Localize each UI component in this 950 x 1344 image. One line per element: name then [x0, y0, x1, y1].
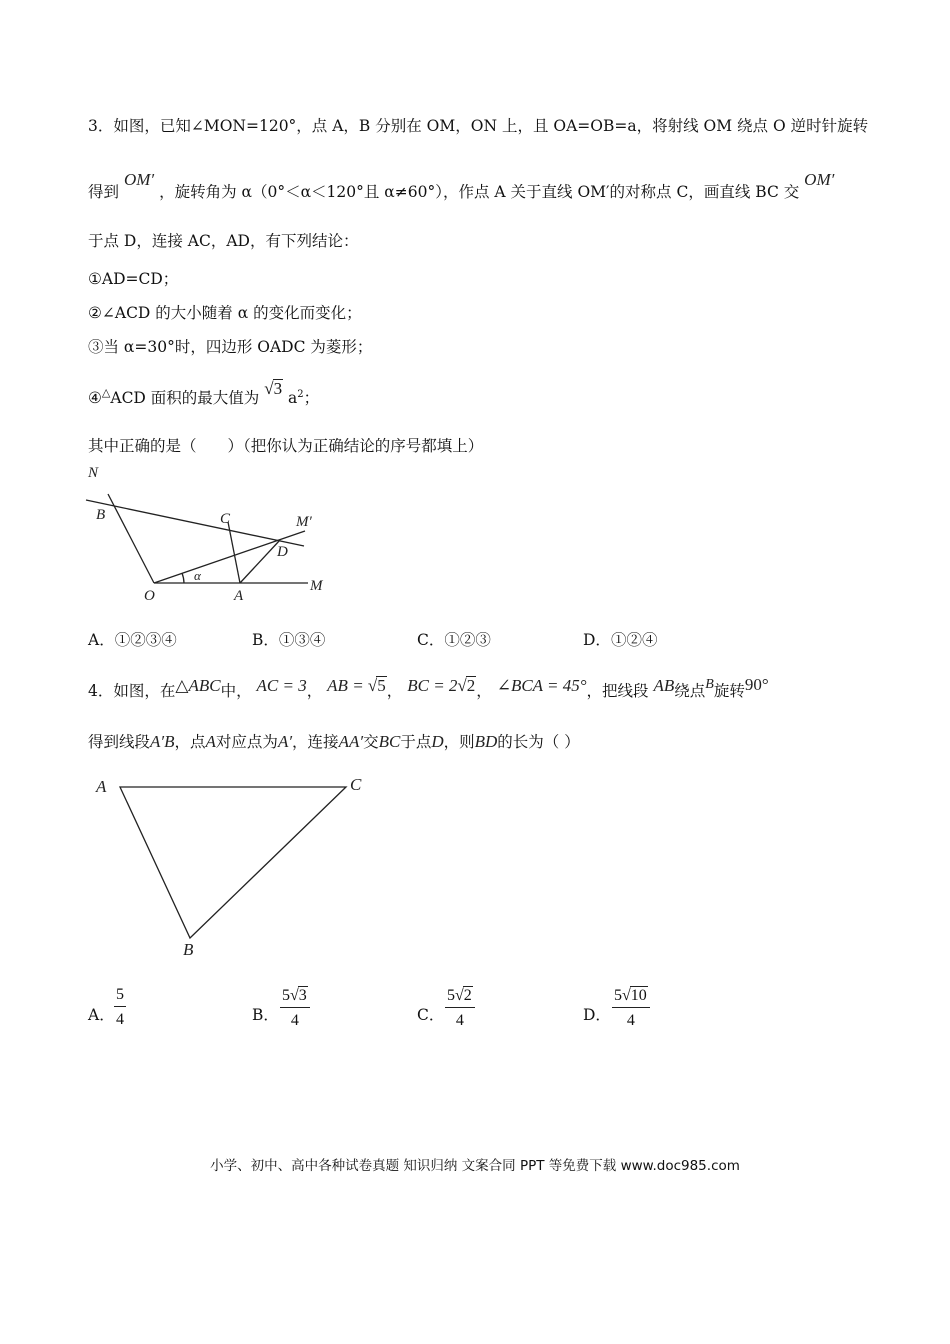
q3-option-a[interactable] — [88, 633, 177, 649]
radicand: 2 — [463, 987, 472, 1004]
q4-l2-f: 于点 — [400, 733, 432, 751]
q4-option-c-fraction — [445, 986, 475, 1030]
alpha-arc — [182, 573, 184, 583]
q4-option-d-fraction — [612, 986, 650, 1030]
q3-option-d[interactable] — [583, 633, 657, 649]
fraction-bar — [612, 1007, 650, 1008]
sqrt-5: 5 — [377, 676, 386, 695]
q4-option-c-letter[interactable]: C． — [417, 1006, 445, 1024]
separator: ， — [476, 682, 492, 700]
q4-option-a-letter[interactable]: A． — [88, 1006, 115, 1024]
option-text: ①②③④ — [114, 631, 177, 649]
seg-bc: BC — [378, 732, 401, 751]
fraction-bar — [445, 1007, 475, 1008]
q4-l1-b: 中， — [220, 682, 252, 700]
label-m: M — [310, 578, 323, 594]
denominator: 4 — [290, 1012, 299, 1029]
pt-d: D — [431, 732, 444, 751]
num-coef: 5 — [282, 987, 290, 1004]
q3-line-2-rest: ，旋转角为 α（0°＜α＜120°且 α≠60°），作点 A 关于直线 OM′的对称点 C，画直线 BC 交 — [159, 183, 800, 201]
q4-l1-c: ，把线段 — [586, 682, 649, 700]
option-letter: A． — [88, 631, 115, 649]
page-footer: 小学、初中、高中各种试卷真题 知识归纳 文案合同 PPT 等免费下载 www.doc985.com — [210, 1158, 740, 1174]
q3-conclusion-2: ②∠ACD 的大小随着 α 的变化而变化； — [88, 304, 362, 322]
q4-l2-e: 交 — [363, 733, 379, 751]
q4-line-2 — [88, 733, 580, 751]
q4-option-b-letter[interactable]: B． — [252, 1006, 279, 1024]
separator: ， — [306, 682, 323, 700]
q3-conclusion-4 — [88, 379, 320, 407]
label-b: B — [96, 507, 106, 523]
deg-90: 90° — [744, 675, 769, 694]
q4-l2-a: 得到线段 — [88, 733, 151, 751]
eq-ab — [327, 676, 387, 695]
q4-l1-a: 4．如图，在 — [88, 682, 176, 700]
q4-l2-c: 对应点为 — [215, 733, 278, 751]
option-text: ①②③ — [444, 631, 491, 649]
sqrt-sign: √ — [367, 676, 378, 695]
pt-a: A — [205, 732, 216, 751]
q4-l1-d: 绕点 — [674, 682, 706, 700]
q3-c4-text: ACD 面积的最大值为 — [110, 389, 260, 407]
q3-option-c[interactable] — [417, 633, 491, 649]
q4-l1-e: 旋转 — [713, 682, 745, 700]
q3-conclusion-1: ①AD=CD； — [88, 270, 179, 288]
option-letter: B． — [252, 631, 279, 649]
denominator: 4 — [116, 1011, 124, 1028]
radicand: 10 — [630, 987, 647, 1004]
label-alpha: α — [194, 568, 201, 583]
om-prime-math-2: OM′ — [804, 170, 835, 189]
label-c: C — [220, 511, 231, 527]
radicand: 3 — [298, 987, 307, 1004]
sqrt-sign: √ — [457, 676, 467, 695]
q4-l2-d: ，连接 — [292, 733, 339, 751]
q3-c4-a: a — [288, 389, 298, 407]
line-bc — [86, 500, 304, 546]
q3-line-2-start: 得到 — [88, 183, 120, 201]
eq-angle: ∠BCA = 45° — [496, 676, 587, 695]
denominator: 4 — [455, 1012, 464, 1029]
num-coef: 5 — [614, 987, 622, 1004]
numerator: 5√3 — [282, 987, 307, 1004]
eq-bc-left: BC = 2 — [407, 676, 458, 695]
q4-figure — [90, 770, 390, 970]
q3-figure — [80, 460, 340, 610]
q4-l2-b: ，点 — [174, 733, 206, 751]
sqrt-2: 2 — [466, 676, 476, 695]
q4-option-d-letter[interactable]: D． — [583, 1006, 611, 1024]
q3-conclusion-3: ③当 α=30°时，四边形 OADC 为菱形； — [88, 338, 373, 356]
q4-line-1 — [88, 675, 769, 700]
option-letter: D． — [583, 631, 611, 649]
q3-c4-end: ； — [303, 389, 320, 407]
small-triangle-icon: △ — [101, 386, 111, 399]
q3-line-2 — [88, 170, 835, 201]
option-text: ①③④ — [278, 631, 326, 649]
label-c: C — [350, 775, 362, 794]
exponent-2: 2 — [297, 389, 304, 400]
numerator: 5√10 — [614, 987, 647, 1004]
sqrt3-expression: √3 — [264, 379, 283, 398]
option-letter: C． — [417, 631, 445, 649]
eq-ac: AC = 3 — [256, 676, 307, 695]
seg-ab: AB — [653, 676, 675, 695]
separator: ， — [386, 682, 403, 700]
numerator: 5 — [116, 986, 124, 1003]
label-b: B — [183, 940, 194, 959]
fraction-bar — [114, 1006, 126, 1007]
label-n: N — [88, 465, 99, 481]
q3-line-1: 3．如图，已知∠MON=120°，点 A，B 分别在 OM，ON 上，且 OA=OB=a，将射线 OM 绕点 O 逆时针旋转 — [88, 117, 869, 135]
pt-a-prime: A′ — [277, 732, 293, 751]
seg-apb: A′B — [150, 732, 175, 751]
label-m-prime: M′ — [296, 514, 312, 530]
q3-prompt: 其中正确的是（ ）（把你认为正确结论的序号都填上） — [88, 437, 484, 455]
q4-l2-g: ，则 — [443, 733, 475, 751]
label-a: A — [96, 777, 107, 796]
q4-option-b-fraction — [280, 986, 310, 1030]
label-d: D — [277, 544, 288, 560]
seg-bd: BD — [474, 732, 498, 751]
eq-bc — [407, 676, 476, 695]
q3-option-b[interactable] — [252, 633, 325, 649]
q4-l2-h: 的长为（ ） — [497, 733, 580, 751]
q3-c4-num: ④ — [88, 389, 102, 407]
q3-line-3: 于点 D，连接 AC，AD，有下列结论： — [88, 232, 359, 250]
pt-b: B — [705, 677, 714, 692]
label-o: O — [144, 588, 155, 604]
om-prime-math: OM′ — [123, 170, 155, 189]
triangle-abc-shape — [120, 787, 346, 938]
option-text: ①②④ — [610, 631, 658, 649]
seg-aap: AA′ — [338, 732, 364, 751]
num-coef: 5 — [447, 987, 455, 1004]
q4-option-a-fraction — [114, 986, 126, 1029]
fraction-bar — [280, 1007, 310, 1008]
triangle-icon: △ — [175, 676, 189, 695]
ray-on — [108, 494, 154, 583]
numerator: 5√2 — [447, 987, 472, 1004]
label-a: A — [234, 588, 244, 604]
triangle-abc: ABC — [188, 676, 221, 695]
denominator: 4 — [626, 1012, 635, 1029]
eq-ab-left: AB = — [327, 676, 364, 695]
